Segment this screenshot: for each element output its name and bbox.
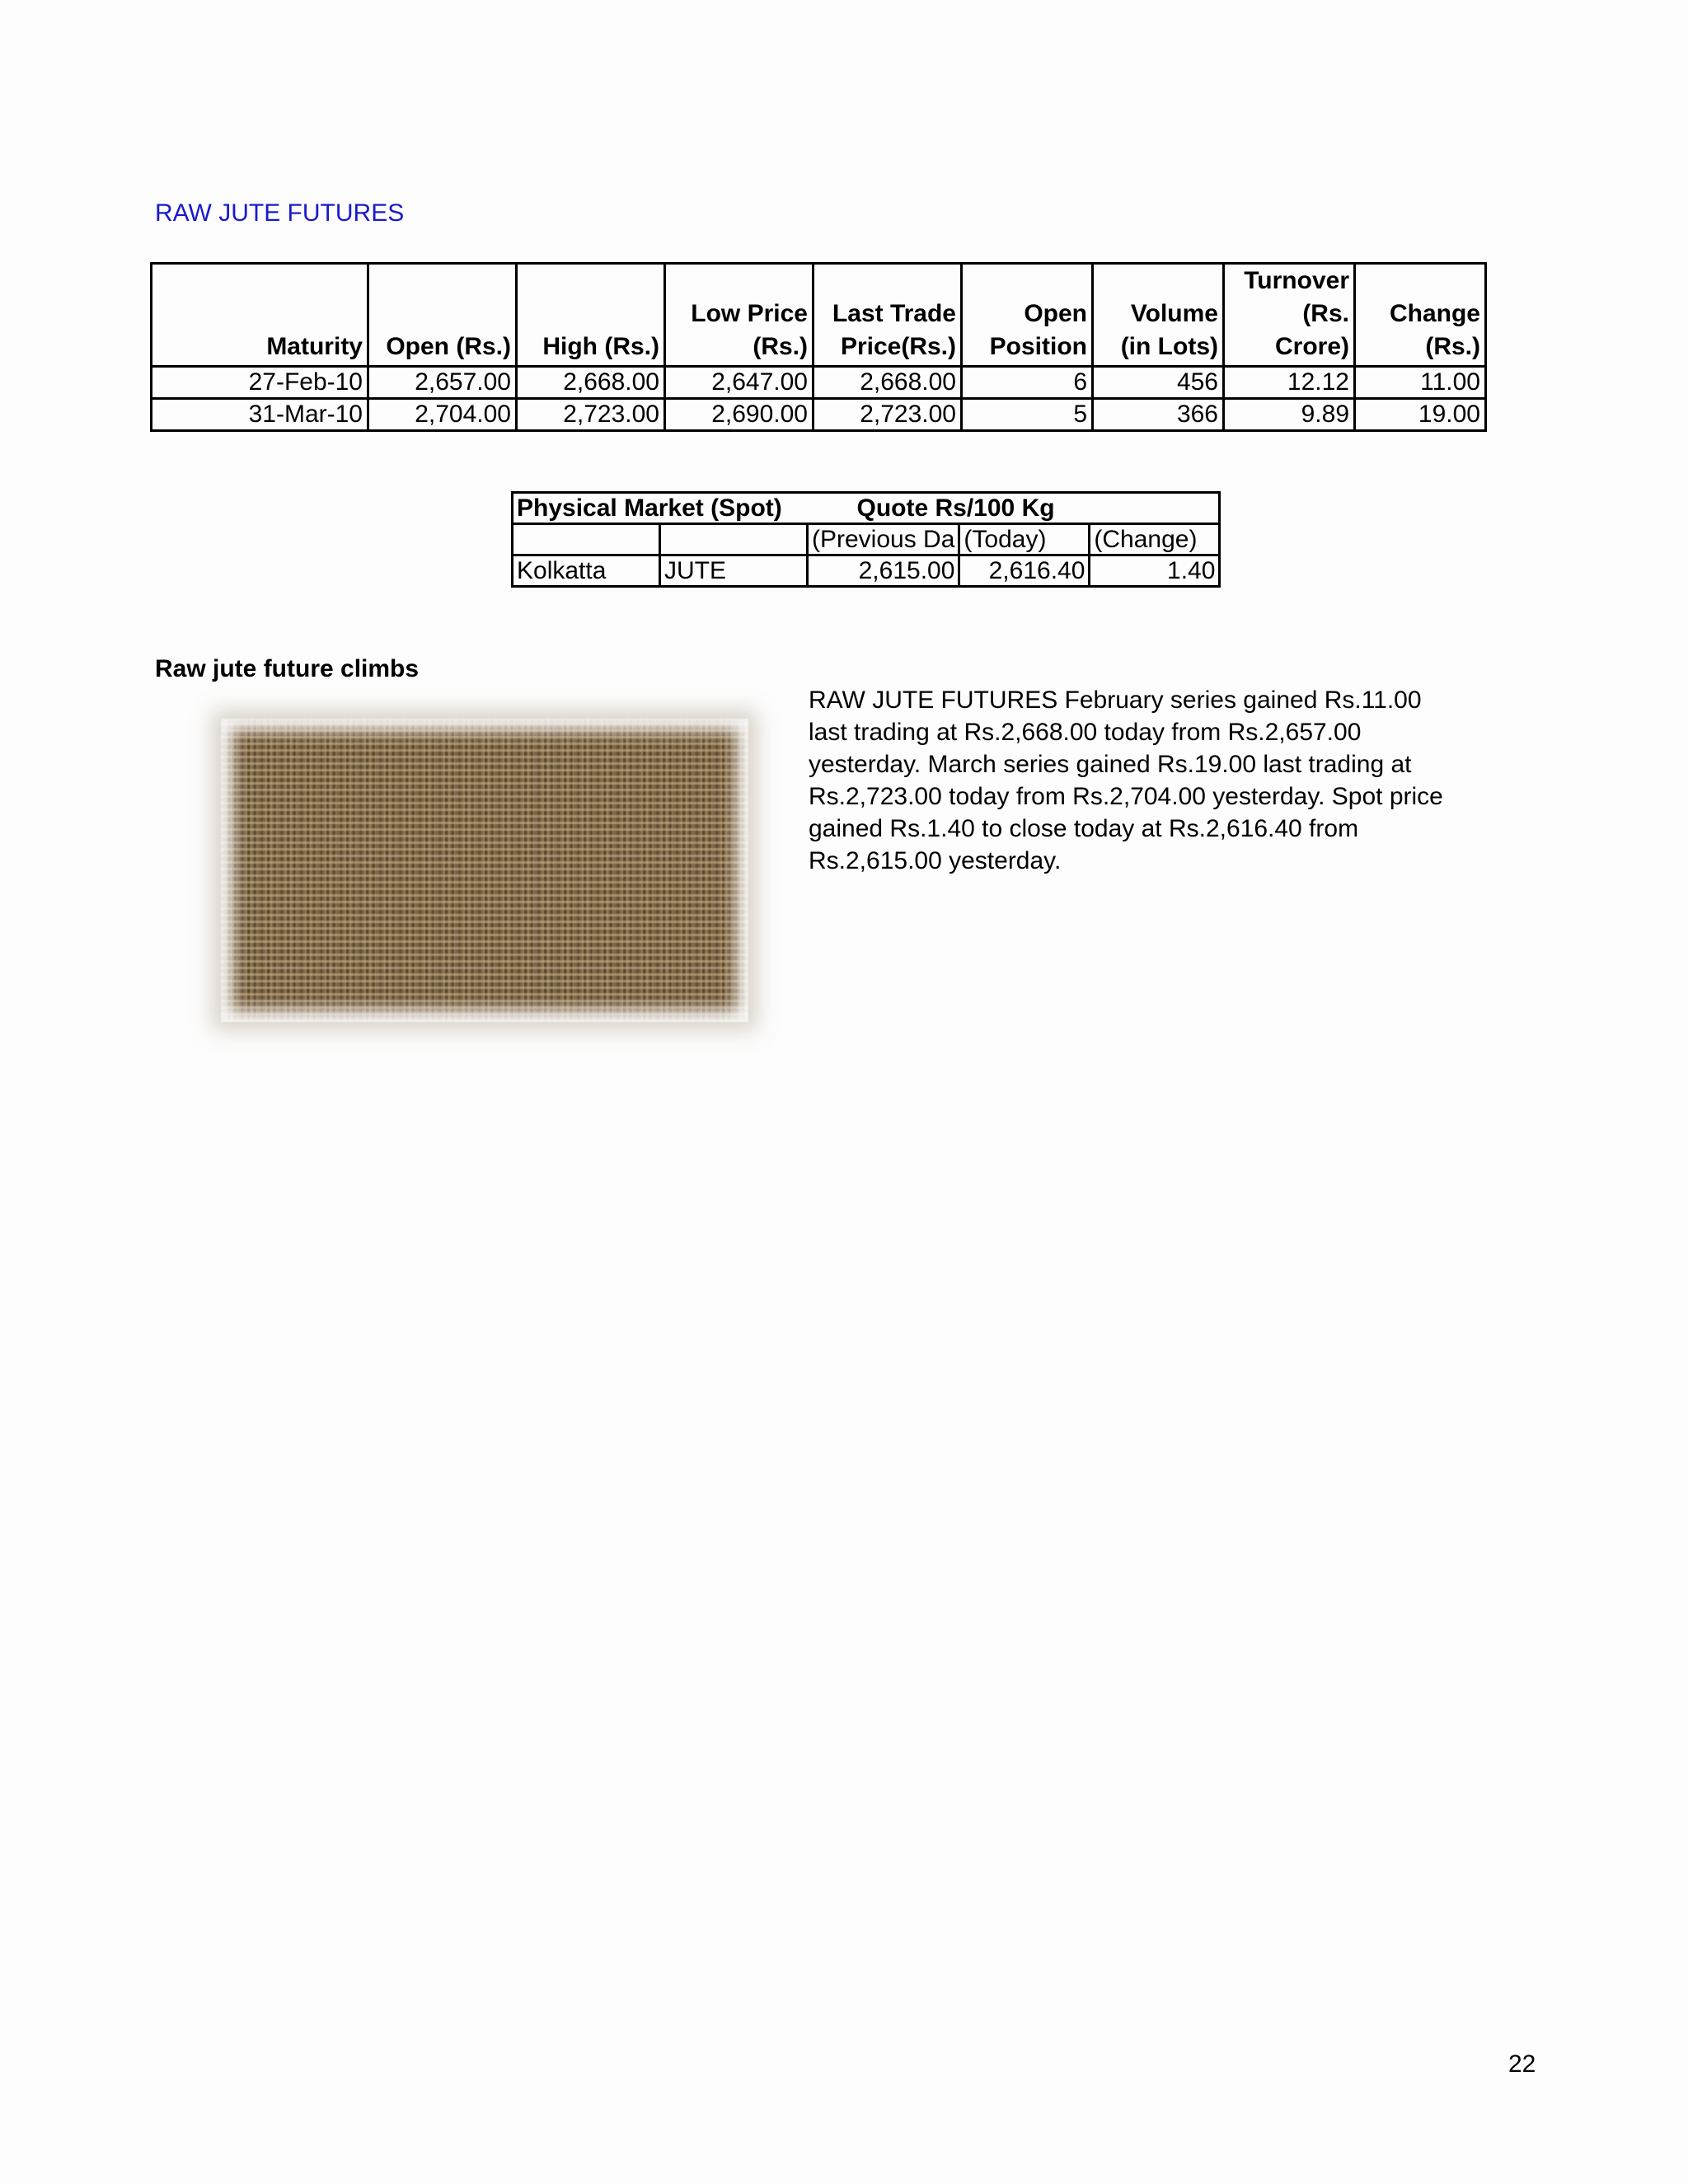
cell-volume: 366 (1093, 399, 1224, 431)
spot-market-table (511, 491, 1221, 588)
cell-change: 11.00 (1355, 367, 1486, 399)
page-number: 22 (1508, 2050, 1536, 2078)
cell-open: 2,657.00 (368, 367, 517, 399)
cell-last-trade: 2,668.00 (814, 367, 962, 399)
table-row (152, 399, 1486, 431)
spot-col-change: (Change) (1090, 524, 1220, 555)
spot-subheader-row (513, 524, 1220, 555)
futures-table (150, 262, 1487, 432)
jute-fabric-image (221, 719, 748, 1022)
cell-turnover: 12.12 (1224, 367, 1355, 399)
cell-turnover: 9.89 (1224, 399, 1355, 431)
spot-blank-cell (660, 524, 808, 555)
cell-last-trade: 2,723.00 (814, 399, 962, 431)
header-change: Change (Rs.) (1355, 264, 1486, 367)
spot-col-today: (Today) (959, 524, 1090, 555)
spot-header-row (513, 493, 1220, 524)
spot-blank-cell (513, 524, 660, 555)
spot-commodity: JUTE (660, 555, 808, 587)
cell-low: 2,690.00 (665, 399, 814, 431)
header-maturity: Maturity (152, 264, 368, 367)
spot-change-value: 1.40 (1090, 555, 1220, 587)
spot-heading: Physical Market (Spot) (513, 493, 808, 524)
cell-high: 2,668.00 (517, 367, 665, 399)
futures-header-row (152, 264, 1486, 367)
header-open: Open (Rs.) (368, 264, 517, 367)
section-title: RAW JUTE FUTURES (155, 199, 405, 227)
cell-open-position: 5 (962, 399, 1093, 431)
cell-open: 2,704.00 (368, 399, 517, 431)
cell-maturity: 31-Mar-10 (152, 399, 368, 431)
header-last-trade: Last Trade Price(Rs.) (814, 264, 962, 367)
table-row (152, 367, 1486, 399)
cell-open-position: 6 (962, 367, 1093, 399)
spot-previous-value: 2,615.00 (808, 555, 959, 587)
header-low: Low Price (Rs.) (665, 264, 814, 367)
commentary-body: RAW JUTE FUTURES February series gained Rs.11.00 last trading at Rs.2,668.00 today from Rs.2,657.00 yesterday. March series gained Rs.19.00 last trading at Rs.2,723.00 today from Rs.2,704.00 yesterday. Spot price gained Rs.1.40 to close today at Rs.2,616.40 from Rs.2,615.00 yesterday. (809, 687, 1443, 874)
header-open-position: Open Position (962, 264, 1093, 367)
spot-quote-unit: Quote Rs/100 Kg (808, 493, 1220, 524)
table-row (513, 555, 1220, 587)
commentary-heading: Raw jute future climbs (155, 655, 420, 682)
cell-volume: 456 (1093, 367, 1224, 399)
spot-col-previous: (Previous Da (808, 524, 959, 555)
cell-high: 2,723.00 (517, 399, 665, 431)
cell-change: 19.00 (1355, 399, 1486, 431)
spot-market-name: Kolkatta (513, 555, 660, 587)
spot-today-value: 2,616.40 (959, 555, 1090, 587)
cell-low: 2,647.00 (665, 367, 814, 399)
header-turnover: Turnover (Rs. Crore) (1224, 264, 1355, 367)
header-volume: Volume (in Lots) (1093, 264, 1224, 367)
cell-maturity: 27-Feb-10 (152, 367, 368, 399)
header-high: High (Rs.) (517, 264, 665, 367)
